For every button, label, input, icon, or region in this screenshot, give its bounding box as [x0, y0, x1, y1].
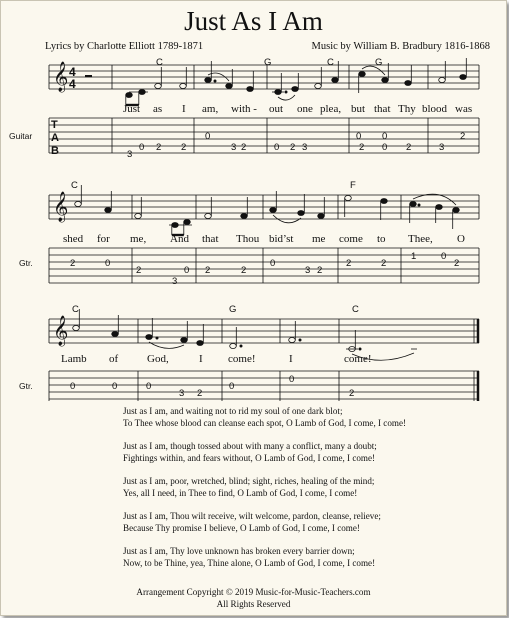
verse-6 — [123, 546, 503, 569]
note — [359, 72, 366, 77]
verse-line: To Thee whose blood can cleanse each spot, O Lamb of God, I come, I come! — [123, 417, 407, 428]
tab-fret: 3 — [127, 149, 133, 160]
tab-fret: 2 — [454, 258, 460, 269]
lyric-syllable: come! — [228, 353, 256, 365]
note — [73, 326, 80, 331]
lyric-syllable: to — [377, 233, 386, 245]
lyric-syllable: with - — [231, 103, 257, 115]
note — [241, 214, 248, 219]
chord-symbol: G — [264, 57, 272, 68]
tab-clef-a: A — [51, 132, 59, 144]
note — [75, 202, 82, 207]
tab-clef-b: B — [51, 145, 59, 157]
tab-fret: 1 — [411, 251, 417, 262]
lyric-syllable: me — [312, 233, 326, 245]
lyric-syllable: that — [202, 233, 219, 245]
lyric-syllable: come — [339, 233, 363, 245]
chord-symbol: C — [156, 57, 163, 68]
music-notation — [1, 1, 506, 401]
lyric-syllable: I — [199, 353, 203, 365]
lyric-syllable: Just — [123, 103, 141, 115]
verse-line: Just as I am, poor, wretched, blind; sight, riches, healing of the mind; — [123, 476, 375, 486]
tab-fret: 2 — [290, 142, 296, 153]
note — [205, 214, 212, 219]
note — [112, 332, 119, 337]
tab-fret: 2 — [70, 258, 76, 269]
note — [181, 338, 188, 343]
verse-line: Now, to be Thine, yea, Thine alone, O Lamb of God, I come, I come! — [123, 557, 376, 568]
note — [135, 214, 142, 219]
verse-5 — [123, 511, 503, 534]
verse-2 — [123, 406, 503, 429]
time-sig-top: 4 — [69, 65, 76, 79]
lyric-syllable: but — [351, 103, 366, 115]
lyric-syllable: bid’st — [269, 233, 294, 245]
note — [197, 341, 204, 346]
tab-fret: 2 — [241, 142, 247, 153]
note — [289, 338, 296, 343]
verse-line: Because Thy promise I believe, O Lamb of God, I come, I come! — [123, 522, 360, 533]
note — [180, 84, 187, 89]
tab-fret: 0 — [270, 258, 276, 269]
verse-line: Yes, all I need, in Thee to find, O Lamb of God, I come, I come! — [123, 487, 358, 498]
tab-fret: 2 — [317, 265, 323, 276]
additional-verses — [123, 406, 503, 581]
tab-fret: 0 — [112, 381, 118, 392]
lyric-syllable: one — [297, 103, 313, 115]
time-sig-bottom: 4 — [69, 77, 76, 91]
tab-fret: 0 — [382, 142, 388, 153]
tab-fret: 2 — [381, 258, 387, 269]
tab-fret: 2 — [406, 142, 412, 153]
note — [205, 78, 212, 83]
note — [318, 214, 325, 219]
tab-fret: 0 — [105, 258, 111, 269]
note — [226, 84, 233, 89]
lyric-syllable: was — [455, 103, 473, 115]
chord-symbol: C — [72, 304, 79, 315]
lyric-syllable: plea, — [320, 103, 342, 115]
tab-fret: 0 — [274, 142, 280, 153]
system-2-notes — [53, 185, 459, 235]
rights-line: All Rights Reserved — [216, 599, 291, 609]
tab-fret: 3 — [302, 142, 308, 153]
lyric-syllable: O — [457, 233, 465, 245]
note — [270, 208, 277, 213]
note — [345, 196, 352, 201]
tab-fret: 0 — [139, 142, 145, 153]
tab-clef-t: T — [51, 119, 58, 131]
tab-fret: 2 — [349, 388, 355, 399]
treble-clef-icon: 𝄞 — [53, 192, 69, 221]
chord-symbol: G — [375, 57, 383, 68]
lyric-syllable: that — [374, 103, 391, 115]
lyric-syllable: blood — [422, 103, 448, 115]
lyric-syllable: am, — [202, 103, 219, 115]
tab-fret: 3 — [231, 142, 237, 153]
tab-fret: 3 — [439, 142, 445, 153]
verse-line: Just as I am, Thy love unknown has broken every barrier down; — [123, 546, 355, 556]
verse-line: Just as I am, though tossed about with many a conflict, many a doubt; — [123, 441, 377, 451]
lyric-syllable: Thou — [236, 233, 260, 245]
tab-fret: 0 — [184, 265, 190, 276]
tab-fret: 0 — [441, 251, 447, 262]
lyric-syllable: Lamb — [61, 353, 87, 365]
note — [382, 78, 389, 83]
note — [381, 199, 388, 204]
note — [155, 84, 162, 89]
song-title: Just As I Am — [184, 6, 323, 36]
note — [436, 205, 443, 210]
tab-fret: 0 — [289, 374, 295, 385]
note — [405, 81, 412, 86]
verse-line: Just as I am, Thou wilt receive, wilt welcome, pardon, cleanse, relieve; — [123, 511, 381, 521]
lyric-syllable: God, — [147, 353, 169, 365]
lyric-syllable: Thy — [398, 103, 416, 115]
verse-3 — [123, 441, 503, 464]
lyric-syllable: Thee, — [408, 233, 433, 245]
note — [410, 202, 417, 207]
lyricist-credit: Lyrics by Charlotte Elliott 1789-1871 — [45, 41, 204, 52]
lyric-syllable: out — [269, 103, 284, 115]
note — [439, 78, 446, 83]
tab-fret: 3 — [179, 388, 185, 399]
chord-symbol: C — [327, 57, 334, 68]
note — [332, 78, 339, 83]
tab-fret: 3 — [172, 276, 178, 287]
lyric-syllable: And — [170, 233, 189, 245]
tab-fret: 0 — [146, 381, 152, 392]
composer-credit: Music by William B. Bradbury 1816-1868 — [311, 41, 490, 52]
lyric-syllable: me, — [130, 233, 147, 245]
treble-clef-icon: 𝄞 — [53, 316, 69, 345]
tab-fret: 2 — [359, 142, 365, 153]
chord-symbol: G — [229, 304, 237, 315]
system-2-text — [19, 180, 465, 287]
lyric-syllable: for — [97, 233, 110, 245]
tab-fret: 2 — [156, 142, 162, 153]
lyric-syllable: shed — [63, 233, 84, 245]
tab-fret: 0 — [356, 131, 362, 142]
note — [184, 220, 191, 225]
verse-4 — [123, 476, 503, 499]
tab-fret: 2 — [460, 131, 466, 142]
verse-line: Just as I am, and waiting not to rid my soul of one dark blot; — [123, 406, 343, 416]
note — [292, 87, 299, 92]
note — [230, 344, 237, 349]
verse-line: Fightings within, and fears without, O Lamb of God, I come, I come! — [123, 452, 376, 463]
tab-fret: 2 — [181, 142, 187, 153]
note — [315, 84, 322, 89]
note — [298, 211, 305, 216]
half-rest — [85, 75, 92, 77]
tab-fret: 0 — [205, 131, 211, 142]
tab-fret: 2 — [197, 388, 203, 399]
note — [105, 208, 112, 213]
lyric-syllable: I — [182, 103, 186, 115]
tab-fret: 0 — [70, 381, 76, 392]
copyright-line: Arrangement Copyright © 2019 Music-for-Music-Teachers.com — [136, 587, 371, 597]
note — [247, 87, 254, 92]
tab-fret: 0 — [382, 131, 388, 142]
lyric-syllable: come! — [344, 353, 372, 365]
guitar-label: Guitar — [9, 131, 33, 141]
chord-symbol: F — [350, 180, 356, 191]
tab-fret: 2 — [241, 265, 247, 276]
system-1-text — [9, 57, 472, 160]
lyric-syllable: of — [109, 353, 119, 365]
chord-symbol: C — [352, 304, 359, 315]
tab-fret: 2 — [136, 265, 142, 276]
lyric-syllable: as — [153, 103, 163, 115]
gtr-label: Gtr. — [19, 258, 33, 268]
treble-clef-icon: 𝄞 — [53, 62, 69, 91]
tab-fret: 2 — [346, 258, 352, 269]
gtr-label: Gtr. — [19, 381, 33, 391]
note — [460, 75, 467, 80]
note — [146, 335, 153, 340]
chord-symbol: C — [71, 180, 78, 191]
note — [126, 93, 133, 98]
tab-fret: 0 — [229, 381, 235, 392]
note — [139, 90, 146, 95]
note — [453, 208, 460, 213]
tab-fret: 2 — [205, 265, 211, 276]
lyric-syllable: I — [289, 353, 293, 365]
tab-fret: 3 — [305, 265, 311, 276]
